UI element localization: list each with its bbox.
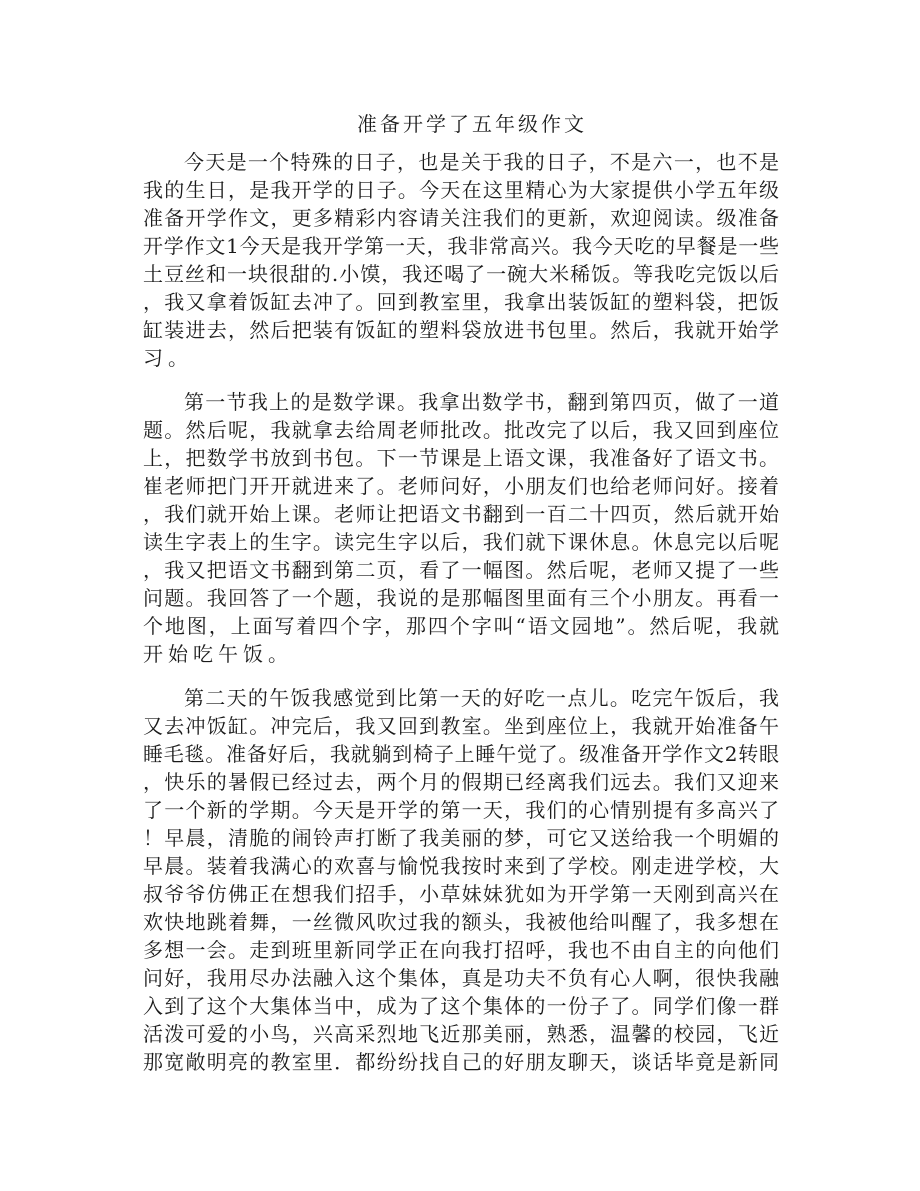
text-line: 题。然后呢，我就拿去给周老师批改。批改完了以后，我又回到座位 [143,418,779,442]
text-line: 开始吃午饭。 [143,642,293,666]
text-line: 上，把数学书放到书包。下一节课是上语文课，我准备好了语文书。 [143,446,779,470]
text-line: ，我们就开始上课。老师让把语文书翻到一百二十四页，然后就开始 [143,502,779,526]
text-line: 叔爷爷仿佛正在想我们招手，小草妹妹犹如为开学第一天刚到高兴在 [143,882,779,906]
text-line: 第一节我上的是数学课。我拿出数学书，翻到第四页，做了一道 [184,390,779,414]
text-line: 个地图，上面写着四个字，那四个字叫“语文园地”。然后呢，我就 [143,614,779,638]
text-line: 欢快地跳着舞，一丝微风吹过我的额头，我被他给叫醒了，我多想在 [143,910,779,934]
text-line: 我的生日，是我开学的日子。今天在这里精心为大家提供小学五年级 [143,178,779,202]
text-line: ！早晨，清脆的闹铃声打断了我美丽的梦，可它又送给我一个明媚的 [143,826,779,850]
text-line: 习。 [143,346,193,370]
text-line: 早晨。装着我满心的欢喜与愉悦我按时来到了学校。刚走进学校，大 [143,854,779,878]
paragraph-1 [143,148,779,372]
text-line: 问好，我用尽办法融入这个集体，真是功夫不负有心人啊，很快我融 [143,966,779,990]
text-line: ，快乐的暑假已经过去，两个月的假期已经离我们远去。我们又迎来 [143,770,779,794]
document-body [143,148,779,1092]
text-line: ，我又把语文书翻到第二页，看了一幅图。然后呢，老师又提了一些 [143,558,779,582]
text-line: 开学作文1今天是我开学第一天，我非常高兴。我今天吃的早餐是一些 [143,234,779,258]
text-line: 多想一会。走到班里新同学正在向我打招呼，我也不由自主的向他们 [143,938,779,962]
text-line: 问题。我回答了一个题，我说的是那幅图里面有三个小朋友。再看一 [143,586,779,610]
text-line: 今天是一个特殊的日子，也是关于我的日子，不是六一，也不是 [184,150,779,174]
text-line: 睡毛毯。准备好后，我就躺到椅子上睡午觉了。级准备开学作文2转眼 [143,742,779,766]
text-line: 土豆丝和一块很甜的.小馍，我还喝了一碗大米稀饭。等我吃完饭以后 [143,262,779,286]
text-line: 读生字表上的生字。读完生字以后，我们就下课休息。休息完以后呢 [143,530,779,554]
document-title: 准备开学了五年级作文 [357,112,587,136]
text-line: 活泼可爱的小鸟，兴高采烈地飞近那美丽，熟悉，温馨的校园，飞近 [143,1022,779,1046]
paragraph-3 [143,684,779,1076]
text-line: 入到了这个大集体当中，成为了这个集体的一份子了。同学们像一群 [143,994,779,1018]
text-line: 准备开学作文，更多精彩内容请关注我们的更新，欢迎阅读。级准备 [143,206,779,230]
text-line: 又去冲饭缸。冲完后，我又回到教室。坐到座位上，我就开始准备午 [143,714,779,738]
text-line: 第二天的午饭我感觉到比第一天的好吃一点儿。吃完午饭后，我 [184,686,779,710]
text-line: 缸装进去，然后把装有饭缸的塑料袋放进书包里。然后，我就开始学 [143,318,779,342]
text-line: 了一个新的学期。今天是开学的第一天，我们的心情别提有多高兴了 [143,798,779,822]
text-line: ，我又拿着饭缸去冲了。回到教室里，我拿出装饭缸的塑料袋，把饭 [143,290,779,314]
text-line: 那宽敞明亮的教室里．都纷纷找自己的好朋友聊天，谈话毕竟是新同 [143,1050,779,1074]
paragraph-2 [143,388,779,668]
text-line: 崔老师把门开开就进来了。老师问好，小朋友们也给老师问好。接着 [143,474,779,498]
